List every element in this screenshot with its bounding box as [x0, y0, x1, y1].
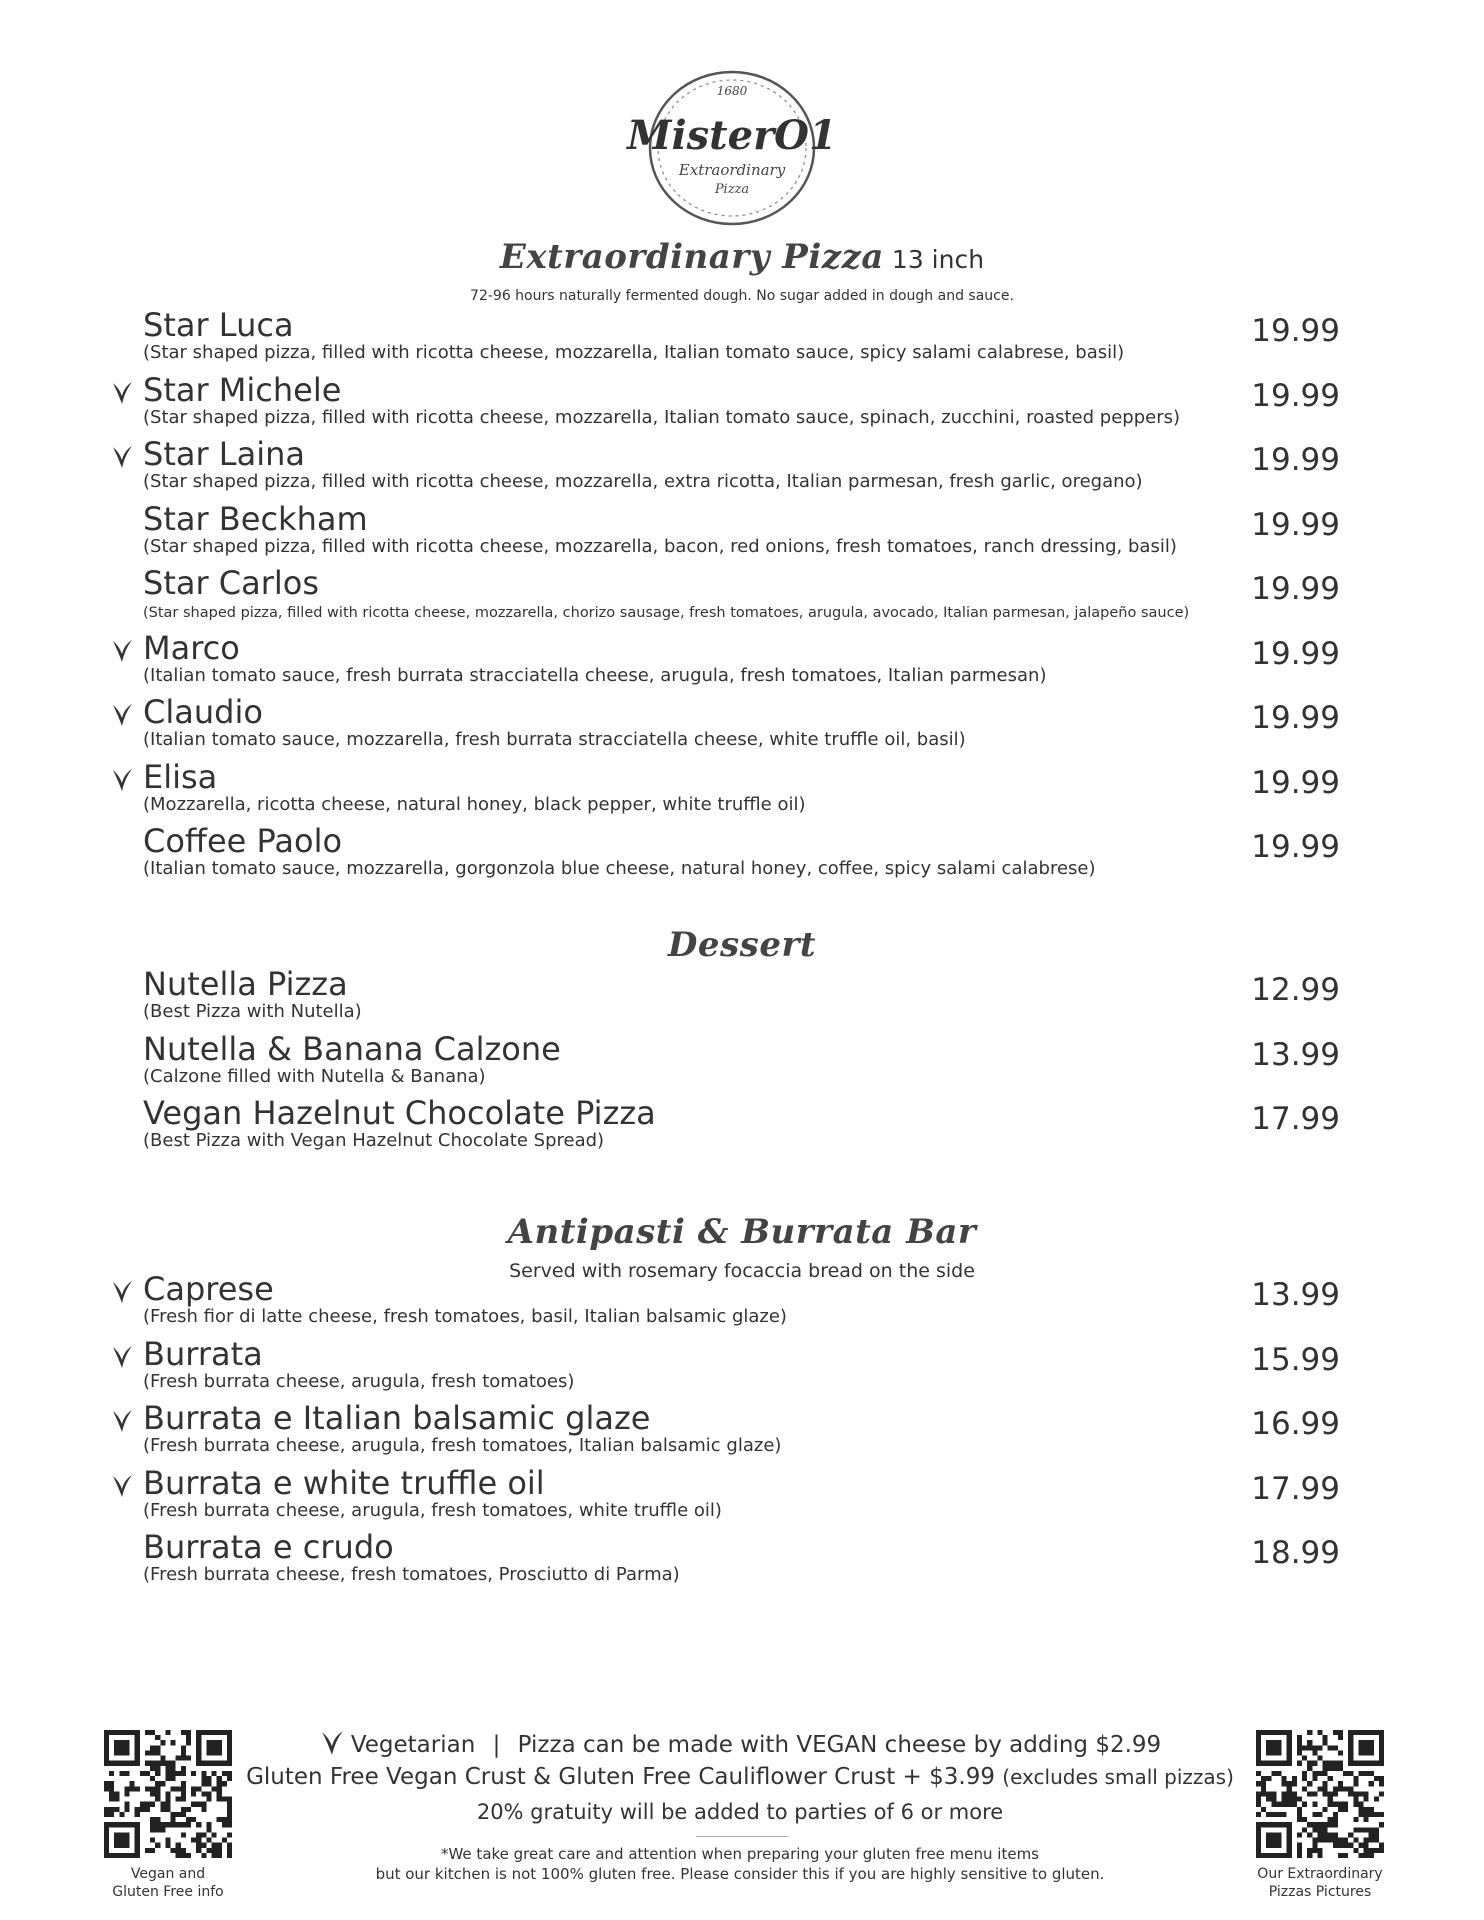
menu-item — [110, 629, 1340, 689]
menu-item-name: Burrata e white truffle oil — [143, 1463, 545, 1502]
menu-item-name: Nutella & Banana Calzone — [143, 1029, 561, 1068]
pizza-title-suffix: 13 inch — [891, 245, 985, 274]
menu-item-description: (Calzone filled with Nutella & Banana) — [143, 1065, 486, 1087]
pizza-title: Extraordinary Pizza — [499, 237, 884, 277]
menu-item — [110, 1030, 1340, 1090]
menu-item-name: Marco — [143, 628, 240, 667]
menu-item — [110, 1528, 1340, 1588]
menu-item-name: Star Michele — [143, 370, 342, 409]
leaf-v-icon — [110, 443, 134, 471]
menu-item-name: Burrata e crudo — [143, 1528, 394, 1566]
menu-item-price: 18.99 — [1251, 1535, 1340, 1571]
menu-item — [110, 435, 1340, 495]
menu-item-name: Star Beckham — [143, 499, 368, 538]
qr-right-caption-1: Our Extraordinary — [1257, 1866, 1383, 1882]
menu-item-price: 19.99 — [1251, 700, 1340, 736]
menu-item-description: (Best Pizza with Vegan Hazelnut Chocolate Spread) — [143, 1130, 605, 1151]
menu-item-price: 17.99 — [1251, 1101, 1340, 1137]
menu-item — [110, 822, 1340, 882]
qr-code-icon-pizza-pictures[interactable] — [1256, 1730, 1384, 1858]
leaf-v-icon — [110, 701, 134, 729]
footer-gluten-free — [230, 1764, 1250, 1790]
menu-item-description: (Fresh burrata cheese, fresh tomatoes, Prosciutto di Parma) — [143, 1564, 680, 1585]
footer-gluten-free-note: (excludes small pizzas) — [1002, 1765, 1234, 1789]
footer-divider — [696, 1836, 788, 1837]
menu-item-description: (Italian tomato sauce, fresh burrata stracciatella cheese, arugula, fresh tomatoes, Italian parmesan) — [143, 664, 1047, 686]
logo-year: 1680 — [716, 84, 748, 98]
menu-item-description: (Star shaped pizza, filled with ricotta cheese, mozzarella, bacon, red onions, fresh tomatoes, ranch dressing, basil) — [143, 535, 1177, 557]
menu-item-price: 19.99 — [1251, 635, 1340, 672]
leaf-v-icon — [110, 1343, 134, 1371]
leaf-v-icon — [110, 1472, 134, 1500]
menu-item-price: 13.99 — [1251, 1036, 1340, 1073]
menu-item-description: (Star shaped pizza, filled with ricotta cheese, mozzarella, extra ricotta, Italian parmesan, fresh garlic, oregano) — [143, 471, 1143, 492]
footer-disclaimer-1: *We take great care and attention when preparing your gluten free menu items — [440, 1845, 1039, 1863]
pizza-subtitle: 72-96 hours naturally fermented dough. No sugar added in dough and sauce. — [470, 288, 1014, 304]
menu-item-name: Elisa — [143, 757, 218, 796]
menu-item — [110, 564, 1340, 624]
menu-item — [110, 1399, 1340, 1459]
footer-legend — [230, 1728, 1250, 1758]
menu-item-price: 19.99 — [1251, 506, 1340, 543]
antipasti-subtitle: Served with rosemary focaccia bread on the side — [509, 1260, 975, 1282]
qr-code-icon-vegan-info[interactable] — [104, 1730, 232, 1858]
leaf-v-icon — [110, 379, 134, 407]
menu-item-price: 12.99 — [1251, 972, 1340, 1008]
dessert-title: Dessert — [667, 925, 817, 965]
leaf-v-icon — [110, 766, 134, 794]
menu-item-description: (Star shaped pizza, filled with ricotta cheese, mozzarella, Italian tomato sauce, spicy salami calabrese, basil) — [143, 342, 1125, 363]
menu-item-price: 13.99 — [1251, 1277, 1340, 1313]
menu-item-price: 15.99 — [1251, 1341, 1340, 1378]
footer-vegetarian-label: Vegetarian — [350, 1732, 476, 1758]
menu-item-description: (Fresh burrata cheese, arugula, fresh tomatoes, Italian balsamic glaze) — [143, 1435, 782, 1456]
antipasti-title: Antipasti & Burrata Bar — [507, 1212, 977, 1252]
footer-gratuity: 20% gratuity will be added to parties of 6 or more — [476, 1800, 1004, 1824]
qr-right-caption — [1245, 1865, 1395, 1901]
menu-item-description: (Mozzarella, ricotta cheese, natural honey, black pepper, white truffle oil) — [143, 793, 806, 815]
menu-item-price: 19.99 — [1251, 571, 1340, 607]
leaf-v-icon — [110, 1407, 134, 1435]
menu-item-name: Burrata — [143, 1334, 263, 1373]
leaf-v-icon — [319, 1728, 345, 1758]
leaf-v-icon — [110, 1278, 134, 1306]
dessert-section-title — [0, 925, 1484, 965]
menu-item-price: 19.99 — [1251, 377, 1340, 414]
menu-item-description: (Fresh burrata cheese, arugula, fresh tomatoes, white truffle oil) — [143, 1499, 722, 1521]
logo-name: MisterO1 — [627, 112, 837, 159]
menu-item-price: 19.99 — [1251, 764, 1340, 801]
menu-item-description: (Star shaped pizza, filled with ricotta cheese, mozzarella, Italian tomato sauce, spinach, zucchini, roasted peppers) — [143, 406, 1180, 428]
menu-item-name: Star Laina — [143, 435, 306, 473]
footer-disclaimer-2: but our kitchen is not 100% gluten free. Please consider this if you are highly sensitive to gluten. — [375, 1865, 1105, 1883]
antipasti-section-title — [0, 1212, 1484, 1252]
menu-item — [110, 371, 1340, 431]
menu-item-name: Star Luca — [143, 306, 294, 344]
menu-item — [110, 1270, 1340, 1330]
qr-right-caption-2: Pizzas Pictures — [1268, 1884, 1372, 1900]
menu-item — [110, 1094, 1340, 1154]
logo — [627, 67, 837, 229]
logo-seal — [627, 67, 837, 229]
logo-tagline-1: Extraordinary — [678, 161, 786, 179]
menu-item-price: 16.99 — [1251, 1406, 1340, 1442]
menu-item-name: Nutella Pizza — [143, 965, 348, 1003]
menu-item-description: (Best Pizza with Nutella) — [143, 1001, 362, 1022]
menu-item — [110, 306, 1340, 366]
qr-left-caption-2: Gluten Free info — [112, 1884, 224, 1900]
menu-item-name: Burrata e Italian balsamic glaze — [143, 1399, 651, 1437]
menu-item-description: (Fresh fior di latte cheese, fresh tomatoes, basil, Italian balsamic glaze) — [143, 1306, 787, 1327]
footer-vegan-note: Pizza can be made with VEGAN cheese by adding $2.99 — [517, 1732, 1162, 1758]
qr-left-caption-1: Vegan and — [130, 1866, 206, 1882]
menu-item — [110, 693, 1340, 753]
menu-item-name: Caprese — [143, 1270, 274, 1308]
menu-item-name: Star Carlos — [143, 564, 320, 602]
menu-item — [110, 758, 1340, 818]
menu-item — [110, 965, 1340, 1025]
qr-left-caption — [93, 1865, 243, 1901]
pizza-section-title — [0, 237, 1484, 277]
menu-item-description: (Star shaped pizza, filled with ricotta cheese, mozzarella, chorizo sausage, fresh tomatoes, arugula, avocado, Italian parmesan, jalapeño sauce) — [143, 605, 1190, 621]
menu-item-price: 19.99 — [1251, 442, 1340, 478]
menu-item-name: Claudio — [143, 693, 263, 731]
footer-gluten-free-text: Gluten Free Vegan Crust & Gluten Free Cauliflower Crust + $3.99 — [246, 1764, 995, 1790]
menu-item-name: Coffee Paolo — [143, 822, 343, 860]
menu-item-price: 19.99 — [1251, 313, 1340, 349]
menu-item — [110, 1335, 1340, 1395]
footer-separator: | — [492, 1732, 501, 1758]
menu-item — [110, 1464, 1340, 1524]
logo-tagline-2: Pizza — [714, 182, 750, 197]
menu-item-price: 17.99 — [1251, 1470, 1340, 1507]
menu-item-price: 19.99 — [1251, 829, 1340, 865]
menu-item-description: (Fresh burrata cheese, arugula, fresh tomatoes) — [143, 1370, 575, 1392]
menu-item-description: (Italian tomato sauce, mozzarella, gorgonzola blue cheese, natural honey, coffee, spicy salami calabrese) — [143, 858, 1096, 879]
menu-item-name: Vegan Hazelnut Chocolate Pizza — [143, 1094, 656, 1132]
leaf-v-icon — [110, 637, 134, 665]
menu-item — [110, 500, 1340, 560]
menu-item-description: (Italian tomato sauce, mozzarella, fresh burrata stracciatella cheese, white truffle oil, basil) — [143, 729, 966, 750]
